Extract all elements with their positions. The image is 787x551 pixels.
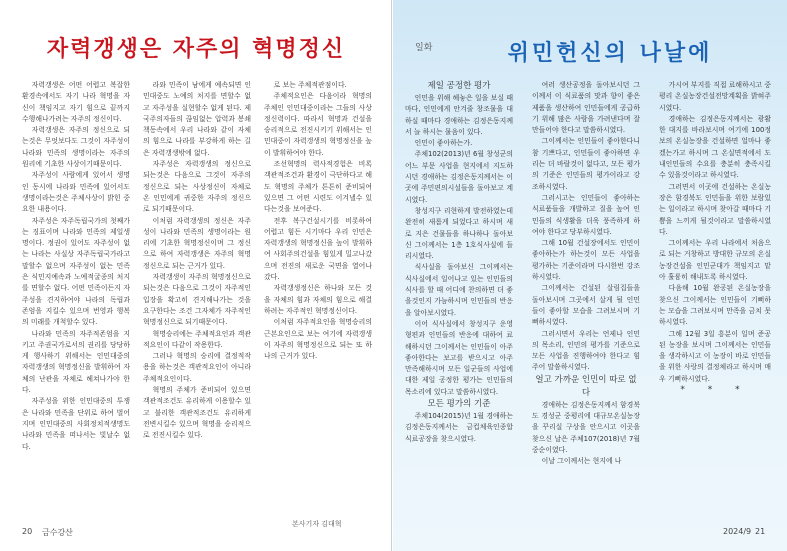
paragraph: 혁명승리에는 주체적요인과 객관적요인이 다같이 작용한다. bbox=[143, 329, 251, 349]
paragraph: 경애하는 김정은동지께서 함경북도 경성군 중평리에 대규모온실농장을 꾸리실 구상을 안으시고 이곳을 찾으신 날은 주체107(2018)년 7월중순이였다. bbox=[532, 400, 640, 454]
paragraph: 창성지구 리현하게 발전하였는데 완전히 새롭게 되었다고 하시며 새로 지은 건물들을 하나하나 돌아보신 그이께서는 1층 1호식사실에 들리시였다. bbox=[405, 206, 513, 261]
section-tag: 일화 bbox=[415, 43, 433, 53]
paragraph: 이날 그이께서는 현지에 나 bbox=[541, 457, 622, 466]
paragraph: 그이께서는 우리 나라에서 처음으로 되는 거창하고 방대한 규모의 온실농장건설을 인민군대가 책임지고 맡아 훌륭히 해내도록 하시였다. bbox=[659, 239, 771, 282]
paragraph: 그러나 혁명의 승리에 결정적작용을 하는것은 객관적요인이 아니라 주체적요인이다. bbox=[143, 352, 251, 383]
article-title: 자력갱생은 자주의 혁명정신 bbox=[46, 37, 346, 62]
author-byline: 본사기자 김대혁 bbox=[292, 520, 342, 528]
paragraph: 자주성은 자력갱생의 정신으로 되는것은 다음으로 그것이 자주의 정신으로 되는 사상정신이 자체로 온 인민에게 귀중한 자주의 정신으로 되기때문이다. bbox=[143, 160, 251, 214]
paragraph: 자력갱생이 자주의 혁명정신으로 되는것은 다음으로 그것이 자주적인 입장을 확고히 견지해나가는 것을 요구한다는 조건 그자체가 자주적인 혁명정신으로 되기때문이다. bbox=[143, 273, 251, 327]
paragraph: 그러시면서 우리는 언제나 인민의 목소리, 인민의 평가를 기준으로 모든 사업을 진행하여야 한다고 힘주어 말씀하시였다. bbox=[532, 329, 640, 372]
paragraph: 그러면서 이곳에 건설하는 온실농장은 함경북도 인민들을 위한 보람있는 일이라고 하시며 찾아갈 때마다 기쁨을 느끼게 될것이라고 말씀하시였다. bbox=[659, 182, 771, 236]
article-title: 위민헌신의 나날에 bbox=[507, 41, 713, 66]
paragraph: 혁명의 주체가 준비되어 있으면 객관적조건도 유리하게 이용할수 있고 불리한 객관적조건도 유리하게 전변시킬수 있으며 혁명을 승리적으로 전진시킬수 있다. bbox=[143, 386, 251, 440]
article-column-3 bbox=[264, 80, 372, 510]
paragraph: 자력갱생은 어떤 어렵고 복잡한 환경속에서도 자기 나라 혁명을 자신이 책임지고 자기 힘으로 끝까지 수행해나가려는 자주의 정신이다. bbox=[22, 81, 130, 123]
paragraph: 자주성이 사람에게 있어서 생명인 동시에 나라와 민족에 있어서도 생명이라는것은 주체사상이 밝힌 중요한 내용이다. bbox=[22, 171, 130, 214]
subheading: 제일 공정한 평가 bbox=[427, 81, 491, 91]
article-column-1 bbox=[22, 80, 130, 520]
paragraph: 그해 10월 건설장에서도 인민이 좋아하는가 하는것이 모든 사업을 평가하는 기준이라며 다시한번 강조하시였다. bbox=[532, 239, 640, 282]
paragraph: 이어 식사실에서 창성지구 운영형편과 인민들의 반응에 대하여 료해하시던 그이께서는 인민들이 아주 좋아한다는 보고를 받으시고 아주 만족해하시며 모든 일군들의 사업에 대한 제일 공정한 평가는 인민들의 목소리에 있다고 말씀하시였다. bbox=[405, 319, 513, 396]
paragraph: 자력갱생은 자주의 정신으로 되는것은 무엇보다도 그것이 자주성이 나라와 민족의 생명이라는 자주의 원리에 기초한 사상이기때문이다. bbox=[22, 126, 130, 169]
publication-name: 금수강산 bbox=[42, 528, 73, 537]
paragraph: 여러 생산공정을 돌아보시던 그이께서 이 식료품의 맛과 향이 좋은 제품을 생산하여 인민들에게 공급하기 위해 많은 사람을 가려낸다며 잘 만들어야 한다고 말씀하시였다. bbox=[532, 81, 640, 135]
anecdote-column-2 bbox=[532, 80, 640, 520]
paragraph: 주체104(2015)년 1월 경애하는 김정은동지께서는 금컵체육인종합식료공장을 찾으시였다. bbox=[405, 412, 513, 443]
paragraph: 조선혁명의 력사적경험은 비록 객관적조건과 환경이 극단하다고 해도 혁명의 주체가 튼튼히 준비되여있으면 그 어떤 시련도 이겨낼수 있다는것을 보여준다. bbox=[264, 160, 372, 214]
paragraph: 자주성을 위한 인민대중의 투쟁은 나라와 민족을 단위로 하여 벌어지며 인민대중의 사회정치적생명도 나라와 민족을 떠나서는 빛날수 없다. bbox=[22, 397, 130, 451]
subheading: 모든 평가의 기준 bbox=[427, 399, 491, 410]
paragraph: 그해 12월 3일 흥분이 일며 준공된 농장을 보시며 그이께서는 인민들을 생각하시고 이 농장이 바로 인민들을 위한 사랑의 결정체라고 하시며 매우 기뻐하시였다. bbox=[659, 329, 771, 383]
page-number-right: 21 bbox=[755, 527, 766, 536]
right-page bbox=[393, 0, 787, 551]
anecdote-column-1 bbox=[405, 80, 513, 520]
paragraph: 전후 복구건설시기를 비롯하여 어렵고 힘든 시기마다 우리 인민은 자력갱생의 혁명정신을 높이 발휘하여 사회주의건설을 힘있게 밀고나갔으며 전진의 새로운 국면을 열어나갔다. bbox=[264, 216, 372, 282]
paragraph: 주체102(2013)년 6월 창성군의 어느 부문 사업을 현지에서 지도하시던 경애하는 김정은동지께서는 이곳에 주민편의시설들을 돌아보고 계시였다. bbox=[405, 150, 513, 204]
paragraph: 주체적요인은 다음이라 혁명의 주체인 인민대중이라는 그들의 사상정신력이다. 따라서 혁명과 건설을 승리적으로 전진시키기 위해서는 인민대중이 자력갱생의 혁명정신을 높이 발휘하여야 한다. bbox=[264, 92, 372, 157]
issue-date: 2024/9 bbox=[723, 527, 752, 536]
paragraph: 이처럼 자력갱생의 정신은 자주성이 나라와 민족의 생명이라는 원리에 기초한 혁명정신이며 그 정신으로 하여 자력갱생은 자주의 혁명정신으로 되는 근거가 있다. bbox=[143, 216, 251, 270]
paragraph: 로 보는 주체적관점이다. bbox=[273, 81, 347, 89]
subheading: 얼고 가까운 인민이 따로 없다 bbox=[535, 374, 637, 398]
paragraph: 라와 민족이 남에게 예속되면 인민대중도 노예의 처지를 면할수 없고 자주성을 실현할수 없게 된다. 제국주의자들의 끊임없는 압력과 봉쇄책동속에서 우리 나라와 같이 자체의 힘으로 나라를 부강하게 하는 길은 자력갱생밖에 없다. bbox=[143, 81, 251, 157]
paragraph: 그이께서는 건설된 살림집들을 돌아보시며 그곳에서 살게 될 인민들이 좋아할 모습을 그려보시며 기뻐하시였다. bbox=[532, 284, 640, 327]
anecdote-column-3 bbox=[659, 80, 771, 520]
paragraph: 나라와 민족의 자주적존엄을 지키고 주권국가로서의 권리를 당당하게 행사하기 위해서는 인민대중의 자력갱생의 혁명정신을 발휘하여 자체의 난관을 자체로 헤쳐나가야 한다. bbox=[22, 329, 130, 395]
paragraph: 그이께서는 인민들이 좋아한다니 참 기쁘다고, 인민들이 좋아하면 우리는 더 바랄것이 없다고, 모든 평가의 기준은 인민들의 평가이라고 강조하시였다. bbox=[532, 137, 640, 191]
paragraph: 식사실을 돌아보신 그이께서는 식사실에서 일어나고 있는 인민들의 식사를 할 때 어디에 찬의하면 더 좋을것인지 가늠하시며 인민들의 반응을 알아보시였다. bbox=[405, 263, 513, 317]
paragraph: 인민을 위해 헤놓은 일을 보실 때마다, 인민에게 안겨줄 창조물을 대하실 때마다 경애하는 김정은동지께서 늘 하시는 물음이 있다. bbox=[405, 94, 513, 136]
end-mark: * * * bbox=[680, 385, 750, 396]
paragraph: 가시여 부지를 직접 료해하시고 중평리 온실농장건설전망계획을 밝혀주시였다. bbox=[659, 81, 771, 112]
page-number-left: 20 bbox=[22, 527, 33, 536]
paragraph: 경애하는 김정은동지께서는 광활한 대지를 바라보시며 여기에 100정보의 온실농장을 건설하면 얼마나 좋겠는가고 하시며 그 온실면적에서 도내인민들의 수요를 충분히 충족시킬수 있을것이라고 하시였다. bbox=[659, 114, 771, 180]
paragraph: 자주성은 자주독립국가의 첫째가는 징표이며 나라와 민족의 제일생명이다. 정권이 있어도 자주성이 없는 나라는 사실상 자주독립국가라고 말할수 없으며 자주성이 없는 민족은 식민지예속과 노예적굴종의 처지를 면할수 없다. 어떤 민족이든지 자주성을 견지하여야 나라의 독립과 존엄을 지킬수 있으며 번영과 행복의 미래를 개척할수 있다. bbox=[22, 216, 130, 327]
paragraph: 인민이 좋아하는가. bbox=[414, 139, 473, 148]
left-page bbox=[0, 0, 392, 551]
paragraph: 그러시고는 인민들이 좋아하는 식료품들을 개발하고 질을 높여 인민들의 식생활을 더욱 풍족하게 하여야 한다고 당부하시였다. bbox=[532, 193, 640, 236]
paragraph: 자력갱생정신은 하나와 모든 것을 자체의 힘과 자체의 힘으로 해결하려는 자주적인 혁명정신이다. bbox=[264, 284, 372, 315]
paragraph: 이처럼 자주적요인을 혁명승리의 근본요인으로 보는 여기에 자력갱생이 자주의 혁명정신으로 되는 또 하나의 근거가 있다. bbox=[264, 318, 372, 361]
article-column-2 bbox=[143, 80, 251, 520]
paragraph: 다음해 10월 완공된 온실농장을 찾으신 그이께서는 인민들이 기뻐하는 모습을 그려보시며 만족을 금치 못하시였다. bbox=[659, 284, 771, 327]
